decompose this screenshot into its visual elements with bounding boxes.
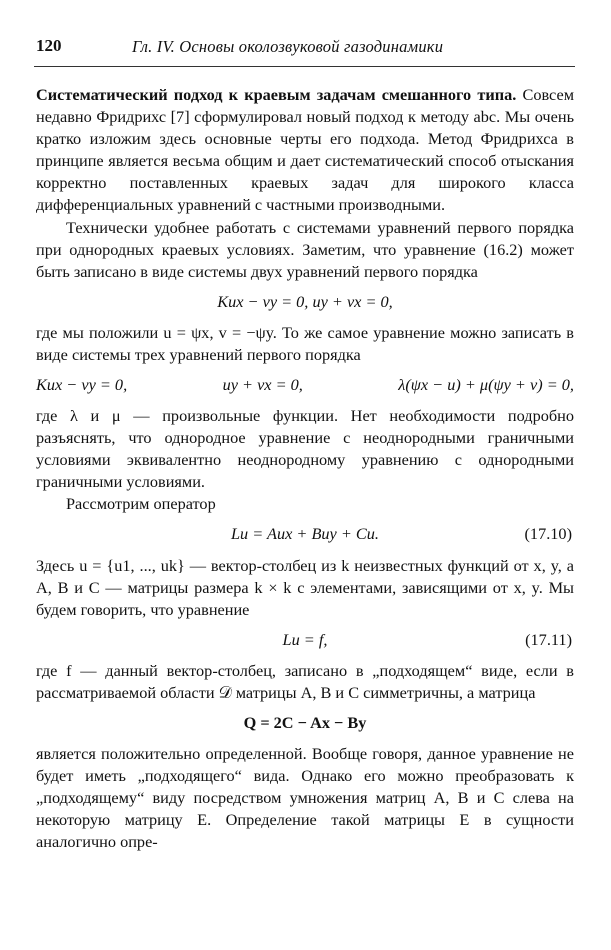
- paragraph-4: где λ и μ — произвольные функции. Нет необходимости подробно разъяснять, что однородное уравнение с неоднородными граничными условиями эквивалентно неоднородному уравнению с однородными граничными условиями.: [36, 406, 574, 492]
- paragraph-8: является положительно определенной. Вообще говоря, данное уравнение не будет иметь „подходящего“ вида. Однако его можно преобразовать к „подходящему“ виду посредством умножения матриц A, B и C слева на некоторую матрицу E. Определение такой матрицы E в сущности аналогично опре-: [36, 743, 574, 852]
- paragraph-1: [36, 84, 574, 217]
- page-number: 120: [36, 36, 62, 55]
- section-title: Систематический подход к краевым задачам смешанного типа.: [36, 85, 517, 104]
- formula-part-1: Kux − vy = 0,: [36, 374, 128, 394]
- equation-number-17-10: (17.10): [524, 524, 572, 544]
- paragraph-6: Здесь u = {u1, ..., uk} — вектор-столбец из k неизвестных функций от x, y, а A, B и C — матрицы размера k × k с элементами, зависящими от x, y. Мы будем говорить, что уравнение: [36, 555, 574, 619]
- formula-equation-body: Lu = f,: [282, 629, 328, 649]
- formula-system-three: [36, 374, 574, 396]
- paragraph-2: Технически удобнее работать с системами уравнений первого порядка при однородных краевых условиях. Заметим, что уравнение (16.2) может быть записано в виде системы двух уравнений первого порядка: [36, 217, 574, 281]
- formula-operator: [36, 524, 574, 546]
- paragraph-3: где мы положили u = ψx, v = −ψy. То же самое уравнение можно записать в виде системы трех уравнений первого порядка: [36, 322, 574, 364]
- paragraph-5: Рассмотрим оператор: [66, 494, 216, 514]
- formula-system-two: Kux − vy = 0, uy + vx = 0,: [217, 291, 393, 311]
- running-header: Гл. IV. Основы околозвуковой газодинамики: [132, 37, 444, 56]
- paragraph-7: где f — данный вектор-столбец, записано в „подходящем“ виде, если в рассматриваемой области 𝒟 матрицы A, B и C симметричны, а матрица: [36, 660, 574, 702]
- formula-part-3: λ(ψx − u) + μ(ψy + v) = 0,: [398, 374, 574, 394]
- equation-number-17-11: (17.11): [525, 629, 572, 649]
- formula-matrix-q: Q = 2C − Ax − By: [243, 712, 367, 732]
- formula-equation: [36, 629, 574, 651]
- formula-operator-body: Lu = Aux + Buy + Cu.: [231, 524, 379, 544]
- formula-part-2: uy + vx = 0,: [222, 374, 303, 394]
- paragraph-1-text: Совсем недавно Фридрихс [7] сформулировал новый подход к методу abc. Мы очень кратко изложим здесь основные черты его подхода. Метод Фридрихса в принципе является весьма общим и дает систематический способ отыскания корректно поставленных краевых задач для широкого класса дифференциальных уравнений с частными производными.: [36, 85, 574, 215]
- page-body: [36, 84, 574, 853]
- header-rule: [34, 66, 575, 67]
